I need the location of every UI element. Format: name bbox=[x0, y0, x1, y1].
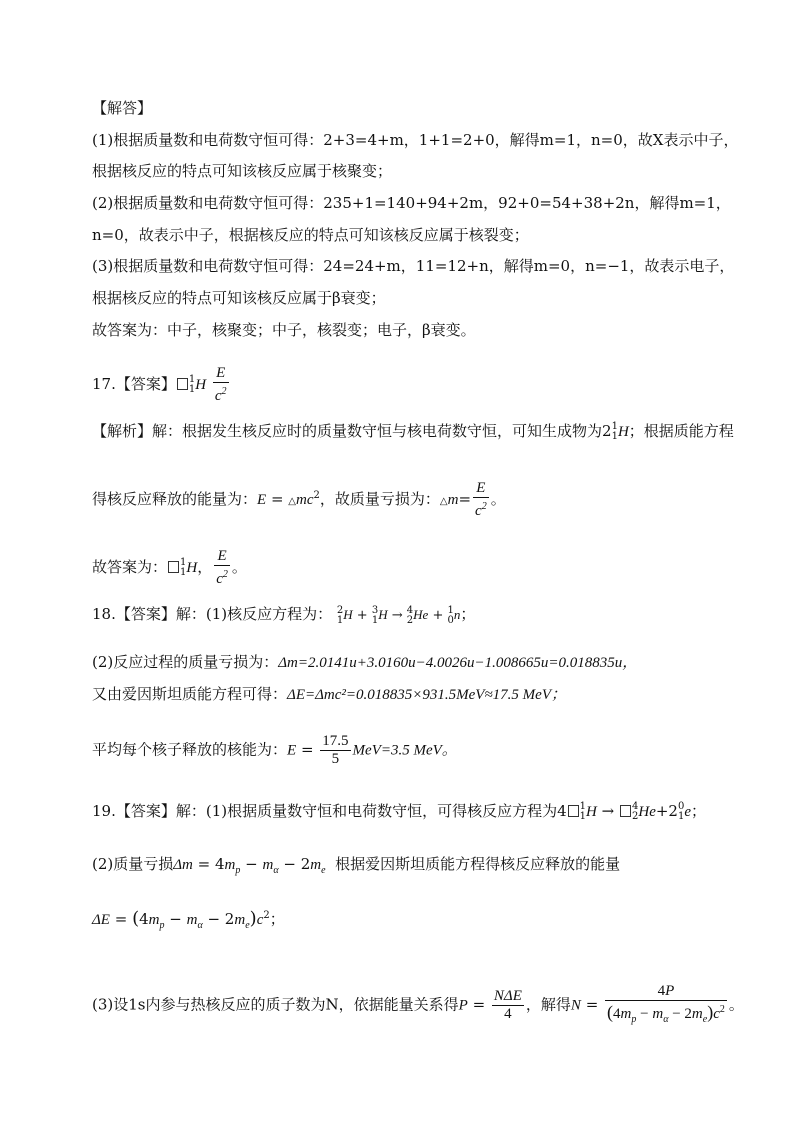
q17-label: 17.【答案】 bbox=[92, 375, 176, 393]
paragraph-4: 故答案为：中子，核聚变；中子，核裂变；电子，β衰变。 bbox=[92, 321, 476, 339]
q17-analysis-line: 【解析】解：根据发生核反应时的质量数守恒与核电荷数守恒，可知生成物为2 1 1 H；根据质能方程 bbox=[92, 421, 734, 442]
paragraph-1: (1)根据质量数和电荷数守恒可得：2+3=4+m，1+1=2+0，解得m=1，n=0，故X表示中子， bbox=[92, 131, 739, 149]
q18-per-nucleon: 平均每个核子释放的核能为：E = $\frac{17.5}{5}$ MeV=3.5 MeV。 bbox=[92, 733, 457, 767]
q17-energy-line: 得核反应释放的能量为：$E = \triangle mc^2$，故质量亏损为：△m= $\frac{E}{c^2}$ 。 bbox=[92, 480, 506, 519]
placeholder-box-icon bbox=[168, 561, 179, 573]
q17-answer-summary: 故答案为： 1 1 H， $\frac{E}{c^2}$ 。 bbox=[92, 548, 247, 587]
q19-mass-defect: (2)质量亏损$\Delta m = 4m_p - m_\alpha - 2m_e$ 根据爱因斯坦质能方程得核反应释放的能量 bbox=[92, 855, 621, 876]
paragraph-2-cont: n=0，故表示中子，根据核反应的特点可知该核反应属于核裂变； bbox=[92, 226, 529, 244]
q19-answer-line: 19.【答案】解：(1)根据质量数守恒和电荷数守恒，可得核反应方程为4 1 1 H → 4 2 He+2 0 1 e； bbox=[92, 801, 707, 822]
q19-energy-expression: $\Delta E = (4m_p - m_\alpha - 2m_e)c^2$； bbox=[92, 908, 285, 931]
paragraph-1-cont: 根据核反应的特点可知该核反应属于核聚变； bbox=[92, 162, 393, 180]
q17-analysis-tail: ；根据质能方程 bbox=[628, 422, 734, 440]
q17-answer-line: 17.【答案】 1 1 H $\frac{E}{c^2}$ bbox=[92, 365, 227, 404]
q17-analysis-text: 解：根据发生核反应时的质量数守恒与核电荷数守恒，可知生成物为2 bbox=[152, 422, 612, 440]
placeholder-box-icon bbox=[177, 378, 188, 390]
paragraph-3-cont: 根据核反应的特点可知该核反应属于β衰变； bbox=[92, 289, 386, 307]
placeholder-box-icon bbox=[620, 805, 631, 817]
paragraph-2: (2)根据质量数和电荷数守恒可得：235+1=140+94+2m，92+0=54+38+2n，解得m=1， bbox=[92, 194, 731, 212]
q18-reaction-equation: 2 1 H + 3 1 H → 4 2 He + 1 0 n bbox=[336, 604, 461, 626]
paragraph-3: (3)根据质量数和电荷数守恒可得：24=24+m，11=12+n，解得m=0，n=−1，故表示电子， bbox=[92, 257, 735, 275]
heading: 【解答】 bbox=[92, 99, 153, 117]
q18-answer-line: 18.【答案】解：(1)核反应方程为： 2 1 H + 3 1 H → 4 2 He + 1 0 n； bbox=[92, 604, 476, 626]
q18-energy: 又由爱因斯坦质能方程可得：ΔE=Δmc²=0.018835×931.5MeV≈17.5 MeV； bbox=[92, 685, 567, 703]
q17-fraction: $\frac{E}{c^2}$ bbox=[214, 365, 227, 404]
q17-analysis-label: 【解析】 bbox=[92, 422, 153, 440]
placeholder-box-icon bbox=[568, 805, 579, 817]
q18-mass-defect: (2)反应过程的质量亏损为：Δm=2.0141u+3.0160u−4.0026u−1.008665u=0.018835u， bbox=[92, 653, 638, 671]
q19-proton-count: (3)设1s内参与热核反应的质子数为N，依据能量关系得P = $\frac{\text{NΔE}}{4}$ ，解得N = $\frac{4P}{(4m_p - m_\alpha - 2m_e)c^2}$ 。 bbox=[92, 983, 744, 1025]
